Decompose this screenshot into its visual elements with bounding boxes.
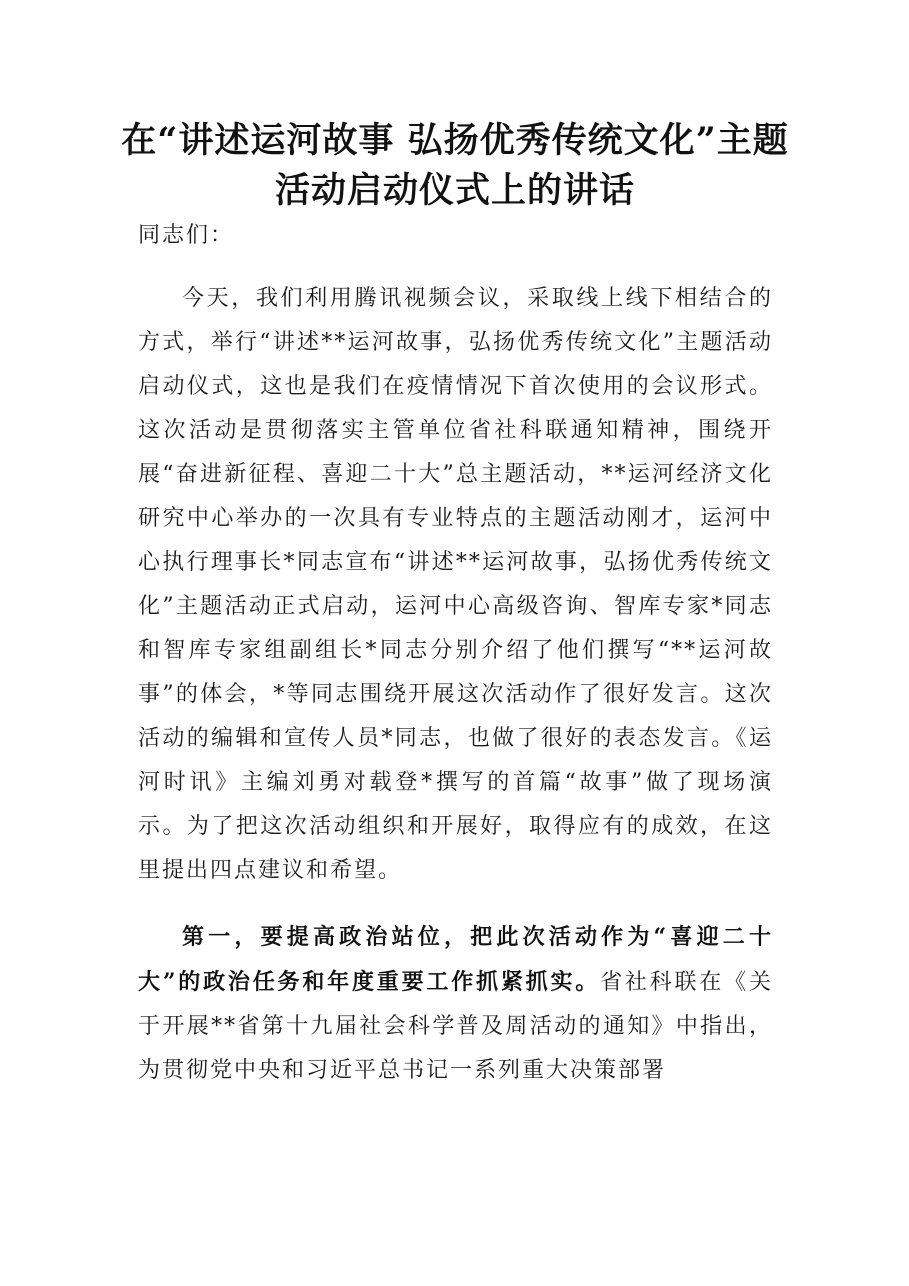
first-point-text: 省社科联在《关于开展**省第十九届社会科学普及周活动的通知》中指出，为贯彻党中央和习近平总书记一系列重大决策部署: [138, 970, 773, 1083]
document-title: 在“讲述运河故事 弘扬优秀传统文化”主题活动启动仪式上的讲话: [121, 120, 789, 211]
paragraph-opening: 今天，我们利用腾讯视频会议，采取线上线下相结合的方式，举行“讲述**运河故事，弘扬优秀传统文化”主题活动启动仪式，这也是我们在疫情情况下首次使用的会议形式。这次活动是贯彻落实主管单位省社科联通知精神，围绕开展“奋进新征程、喜迎二十大”总主题活动，**运河经济文化研究中心举办的一次具有专业特点的主题活动刚才，运河中心执行理事长*同志宣布“讲述**运河故事，弘扬优秀传统文化”主题活动正式启动，运河中心高级咨询、智库专家*同志和智库专家组副组长*同志分别介绍了他们撰写“**运河故事”的体会，*等同志围绕开展这次活动作了很好发言。这次活动的编辑和宣传人员*同志，也做了很好的表态发言。《运河时讯》主编刘勇对载登*撰写的首篇“故事”做了现场演示。为了把这次活动组织和开展好，取得应有的成效，在这里提出四点建议和希望。: [138, 286, 773, 883]
first-point-heading: 第一，要提高政治站位，把此次活动作为“喜迎二十大”的政治任务和年度重要工作抓紧抓实。: [138, 924, 773, 995]
document-body: [138, 214, 773, 1093]
salutation: 同志们：: [138, 223, 235, 248]
paragraph-first-point: [138, 915, 773, 1093]
